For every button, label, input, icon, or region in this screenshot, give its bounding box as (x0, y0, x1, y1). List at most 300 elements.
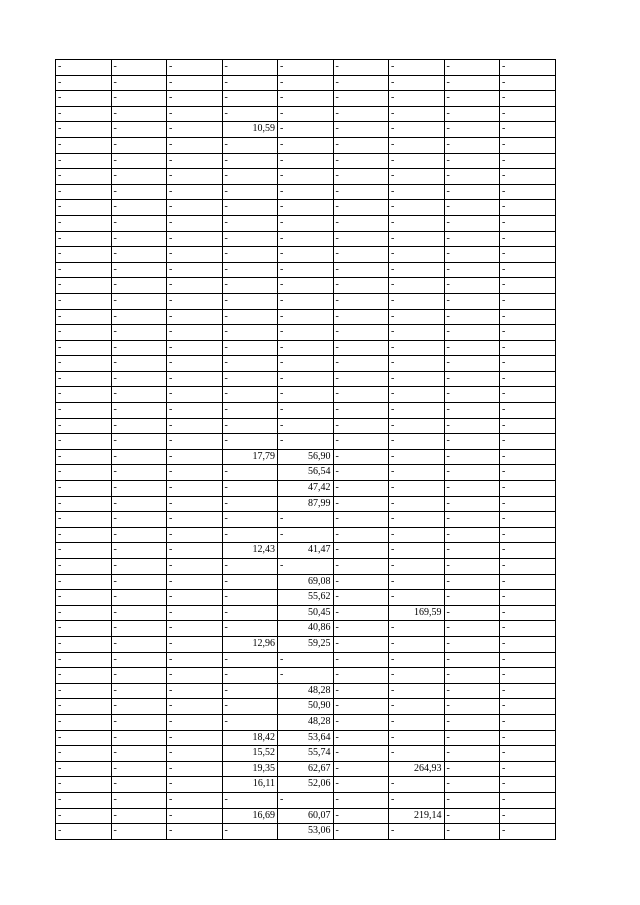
table-row (56, 91, 556, 107)
table-cell: - (111, 340, 167, 356)
table-cell: - (111, 309, 167, 325)
table-cell: 53,64 (278, 730, 334, 746)
table-cell: - (500, 278, 556, 294)
table-cell: - (167, 512, 223, 528)
table-cell: - (222, 714, 278, 730)
table-cell: - (111, 824, 167, 840)
table-cell: - (500, 434, 556, 450)
table-cell: 41,47 (278, 543, 334, 559)
table-cell: - (111, 200, 167, 216)
table-cell: - (444, 590, 500, 606)
table-cell: - (444, 215, 500, 231)
table-cell: - (500, 153, 556, 169)
table-cell: - (111, 543, 167, 559)
table-cell: - (167, 559, 223, 575)
table-cell: - (278, 60, 334, 76)
table-cell: - (111, 481, 167, 497)
table-cell: - (500, 184, 556, 200)
table-cell: - (222, 574, 278, 590)
table-cell: - (500, 481, 556, 497)
table-cell: - (111, 668, 167, 684)
table-cell: - (278, 75, 334, 91)
table-cell: - (56, 590, 112, 606)
table-cell: - (500, 730, 556, 746)
table-cell: - (333, 699, 389, 715)
table-row (56, 777, 556, 793)
table-cell: - (111, 387, 167, 403)
table-cell: - (500, 512, 556, 528)
table-cell: - (222, 200, 278, 216)
table-row (56, 761, 556, 777)
table-cell: - (167, 730, 223, 746)
table-cell: - (222, 683, 278, 699)
table-row (56, 481, 556, 497)
table-cell: - (56, 714, 112, 730)
table-cell: - (167, 184, 223, 200)
table-cell: - (333, 574, 389, 590)
table-cell: - (444, 403, 500, 419)
table-row (56, 449, 556, 465)
table-row (56, 340, 556, 356)
table-cell: - (222, 371, 278, 387)
table-cell: - (278, 231, 334, 247)
table-cell: - (444, 699, 500, 715)
table-cell: - (56, 465, 112, 481)
table-cell: - (500, 309, 556, 325)
table-cell: - (167, 792, 223, 808)
table-row (56, 309, 556, 325)
table-cell: - (222, 325, 278, 341)
table-cell: - (389, 496, 445, 512)
table-cell: - (111, 465, 167, 481)
table-cell: - (111, 122, 167, 138)
table-row (56, 231, 556, 247)
table-cell: - (167, 91, 223, 107)
table-cell: - (444, 106, 500, 122)
table-cell: - (167, 247, 223, 263)
table-cell: - (444, 792, 500, 808)
table-cell: - (389, 262, 445, 278)
table-cell: - (111, 215, 167, 231)
table-cell: - (278, 652, 334, 668)
table-cell: - (56, 746, 112, 762)
table-cell: - (444, 137, 500, 153)
table-cell: - (389, 340, 445, 356)
table-row (56, 512, 556, 528)
table-cell: - (500, 387, 556, 403)
table-cell: - (278, 403, 334, 419)
table-cell: - (222, 496, 278, 512)
table-row (56, 590, 556, 606)
table-cell: - (444, 761, 500, 777)
table-cell: - (333, 403, 389, 419)
table-cell: 17,79 (222, 449, 278, 465)
table-cell: - (278, 106, 334, 122)
table-cell: - (500, 543, 556, 559)
table-row (56, 559, 556, 575)
table-cell: - (278, 184, 334, 200)
table-cell: - (389, 574, 445, 590)
table-cell: - (444, 543, 500, 559)
table-cell: - (389, 699, 445, 715)
table-cell: - (167, 465, 223, 481)
table-cell: - (222, 387, 278, 403)
table-cell: - (389, 730, 445, 746)
table-cell: - (56, 231, 112, 247)
table-cell: - (500, 371, 556, 387)
table-cell: - (56, 325, 112, 341)
table-cell: - (167, 418, 223, 434)
table-cell: - (167, 231, 223, 247)
table-cell: - (333, 761, 389, 777)
table-cell: - (389, 153, 445, 169)
table-cell: - (222, 293, 278, 309)
table-cell: - (500, 777, 556, 793)
table-cell: - (389, 91, 445, 107)
table-cell: - (389, 621, 445, 637)
table-cell: - (333, 122, 389, 138)
table-cell: - (500, 247, 556, 263)
table-cell: - (111, 699, 167, 715)
table-row (56, 465, 556, 481)
table-cell: - (333, 91, 389, 107)
table-cell: - (56, 808, 112, 824)
table-cell: - (444, 262, 500, 278)
table-cell: - (111, 247, 167, 263)
table-cell: - (333, 792, 389, 808)
table-cell: - (56, 200, 112, 216)
table-cell: - (500, 293, 556, 309)
table-cell: 50,45 (278, 605, 334, 621)
table-cell: - (444, 75, 500, 91)
table-cell: - (333, 434, 389, 450)
table-cell: - (111, 792, 167, 808)
table-cell: - (222, 621, 278, 637)
table-cell: - (56, 122, 112, 138)
table-cell: - (111, 559, 167, 575)
table-cell: 52,06 (278, 777, 334, 793)
table-cell: - (389, 668, 445, 684)
table-cell: - (333, 184, 389, 200)
table-cell: - (444, 449, 500, 465)
table-cell: - (333, 808, 389, 824)
table-row (56, 574, 556, 590)
table-cell: - (167, 652, 223, 668)
table-cell: - (278, 434, 334, 450)
table-cell: - (333, 605, 389, 621)
table-cell: - (278, 215, 334, 231)
table-cell: 55,62 (278, 590, 334, 606)
table-cell: - (444, 356, 500, 372)
table-cell: - (56, 683, 112, 699)
table-cell: - (444, 481, 500, 497)
table-cell: - (333, 636, 389, 652)
table-cell: - (56, 481, 112, 497)
table-cell: - (500, 699, 556, 715)
table-cell: - (56, 605, 112, 621)
table-cell: - (333, 543, 389, 559)
table-row (56, 730, 556, 746)
table-cell: - (56, 356, 112, 372)
table-cell: - (500, 325, 556, 341)
table-cell: - (333, 559, 389, 575)
table-cell: 60,07 (278, 808, 334, 824)
table-cell: - (444, 325, 500, 341)
table-cell: - (389, 792, 445, 808)
table-cell: - (167, 746, 223, 762)
table-row (56, 543, 556, 559)
table-cell: - (56, 278, 112, 294)
table-cell: - (278, 91, 334, 107)
table-cell: - (222, 137, 278, 153)
table-cell: - (222, 106, 278, 122)
table-cell: - (500, 106, 556, 122)
table-body (56, 60, 556, 840)
table-cell: - (500, 60, 556, 76)
table-cell: - (111, 621, 167, 637)
table-cell: - (111, 356, 167, 372)
table-cell: - (222, 356, 278, 372)
table-cell: - (444, 418, 500, 434)
table-cell: - (167, 777, 223, 793)
table-cell: - (56, 636, 112, 652)
table-cell: - (111, 512, 167, 528)
table-cell: - (389, 325, 445, 341)
table-cell: 50,90 (278, 699, 334, 715)
table-cell: - (56, 668, 112, 684)
table-cell: - (222, 184, 278, 200)
table-cell: - (389, 278, 445, 294)
table-cell: 48,28 (278, 683, 334, 699)
table-cell: - (500, 231, 556, 247)
table-cell: - (167, 605, 223, 621)
table-cell: 87,99 (278, 496, 334, 512)
table-cell: - (111, 730, 167, 746)
table-row (56, 496, 556, 512)
table-cell: - (167, 699, 223, 715)
table-row (56, 792, 556, 808)
table-row (56, 137, 556, 153)
table-cell: - (56, 371, 112, 387)
table-cell: - (222, 60, 278, 76)
table-cell: - (389, 824, 445, 840)
table-cell: - (167, 293, 223, 309)
table-cell: - (333, 340, 389, 356)
table-cell: - (56, 91, 112, 107)
table-row (56, 714, 556, 730)
table-cell: - (333, 590, 389, 606)
table-cell: - (444, 293, 500, 309)
table-cell: - (500, 449, 556, 465)
table-row (56, 403, 556, 419)
table-cell: - (389, 512, 445, 528)
table-cell: - (167, 356, 223, 372)
table-cell: - (333, 746, 389, 762)
table-cell: - (500, 605, 556, 621)
table-cell: - (389, 356, 445, 372)
table-row (56, 75, 556, 91)
table-row (56, 808, 556, 824)
table-cell: - (167, 543, 223, 559)
table-cell: - (56, 215, 112, 231)
table-cell: - (167, 808, 223, 824)
table-cell: - (167, 714, 223, 730)
table-cell: - (333, 169, 389, 185)
table-cell: - (500, 824, 556, 840)
table-cell: - (56, 449, 112, 465)
table-cell: - (167, 387, 223, 403)
table-cell: - (111, 403, 167, 419)
table-cell: - (444, 434, 500, 450)
table-cell: - (111, 75, 167, 91)
table-cell: - (333, 714, 389, 730)
table-cell: - (389, 636, 445, 652)
table-cell: - (444, 746, 500, 762)
table-cell: - (444, 60, 500, 76)
table-cell: - (167, 137, 223, 153)
table-cell: - (222, 75, 278, 91)
table-cell: - (56, 75, 112, 91)
table-cell: - (444, 683, 500, 699)
table-cell: - (56, 621, 112, 637)
table-cell: - (56, 792, 112, 808)
table-cell: - (111, 278, 167, 294)
table-cell: - (167, 481, 223, 497)
table-cell: - (222, 590, 278, 606)
table-cell: - (333, 231, 389, 247)
table-cell: - (389, 200, 445, 216)
table-cell: 16,11 (222, 777, 278, 793)
table-cell: - (500, 559, 556, 575)
table-cell: - (278, 527, 334, 543)
table-cell: - (333, 418, 389, 434)
table-cell: - (111, 527, 167, 543)
table-cell: - (444, 777, 500, 793)
table-cell: - (56, 574, 112, 590)
table-cell: - (111, 746, 167, 762)
table-cell: - (500, 91, 556, 107)
table-cell: 219,14 (389, 808, 445, 824)
table-cell: - (333, 215, 389, 231)
table-row (56, 106, 556, 122)
table-cell: - (444, 621, 500, 637)
table-cell: - (333, 200, 389, 216)
table-cell: - (500, 621, 556, 637)
table-cell: 40,86 (278, 621, 334, 637)
table-cell: - (111, 683, 167, 699)
table-cell: - (389, 590, 445, 606)
table-cell: - (222, 418, 278, 434)
table-cell: - (222, 91, 278, 107)
table-cell: 169,59 (389, 605, 445, 621)
table-cell: - (56, 527, 112, 543)
table-cell: - (444, 605, 500, 621)
table-cell: - (333, 371, 389, 387)
table-cell: 48,28 (278, 714, 334, 730)
table-cell: 55,74 (278, 746, 334, 762)
table-cell: - (111, 231, 167, 247)
table-cell: - (222, 605, 278, 621)
table-cell: - (222, 652, 278, 668)
table-cell: - (278, 559, 334, 575)
table-cell: - (222, 262, 278, 278)
data-table (55, 59, 556, 840)
table-cell: - (444, 465, 500, 481)
table-cell: - (500, 137, 556, 153)
table-cell: - (333, 387, 389, 403)
table-cell: - (389, 777, 445, 793)
table-cell: - (444, 636, 500, 652)
table-cell: - (389, 137, 445, 153)
table-cell: 12,43 (222, 543, 278, 559)
table-cell: - (389, 106, 445, 122)
table-cell: - (500, 668, 556, 684)
table-cell: - (222, 512, 278, 528)
table-row (56, 746, 556, 762)
table-row (56, 293, 556, 309)
table-cell: - (500, 792, 556, 808)
table-cell: - (500, 574, 556, 590)
table-cell: - (500, 215, 556, 231)
table-cell: - (333, 75, 389, 91)
table-cell: - (111, 449, 167, 465)
table-row (56, 278, 556, 294)
table-cell: 59,25 (278, 636, 334, 652)
table-cell: - (389, 465, 445, 481)
table-row (56, 356, 556, 372)
table-cell: - (222, 309, 278, 325)
table-cell: - (167, 340, 223, 356)
table-cell: - (389, 169, 445, 185)
table-cell: - (278, 137, 334, 153)
table-cell: - (389, 231, 445, 247)
table-cell: - (444, 371, 500, 387)
table-cell: - (111, 590, 167, 606)
table-cell: - (222, 278, 278, 294)
table-cell: 53,06 (278, 824, 334, 840)
table-cell: - (333, 512, 389, 528)
table-cell: - (111, 636, 167, 652)
table-row (56, 621, 556, 637)
table-cell: - (444, 527, 500, 543)
table-cell: - (389, 403, 445, 419)
table-cell: - (389, 714, 445, 730)
table-cell: - (444, 231, 500, 247)
table-cell: - (167, 590, 223, 606)
table-cell: 19,35 (222, 761, 278, 777)
table-cell: - (278, 512, 334, 528)
table-cell: - (500, 496, 556, 512)
table-cell: - (111, 137, 167, 153)
table-row (56, 387, 556, 403)
table-cell: - (444, 200, 500, 216)
table-cell: - (278, 309, 334, 325)
table-cell: - (278, 325, 334, 341)
table-cell: - (56, 652, 112, 668)
table-cell: - (389, 184, 445, 200)
table-cell: - (278, 293, 334, 309)
table-cell: - (333, 668, 389, 684)
table-cell: - (222, 824, 278, 840)
table-cell: - (167, 824, 223, 840)
table-cell: - (56, 824, 112, 840)
table-cell: - (167, 200, 223, 216)
table-cell: - (500, 714, 556, 730)
table-cell: - (111, 169, 167, 185)
table-cell: - (444, 559, 500, 575)
table-row (56, 60, 556, 76)
table-cell: - (56, 699, 112, 715)
